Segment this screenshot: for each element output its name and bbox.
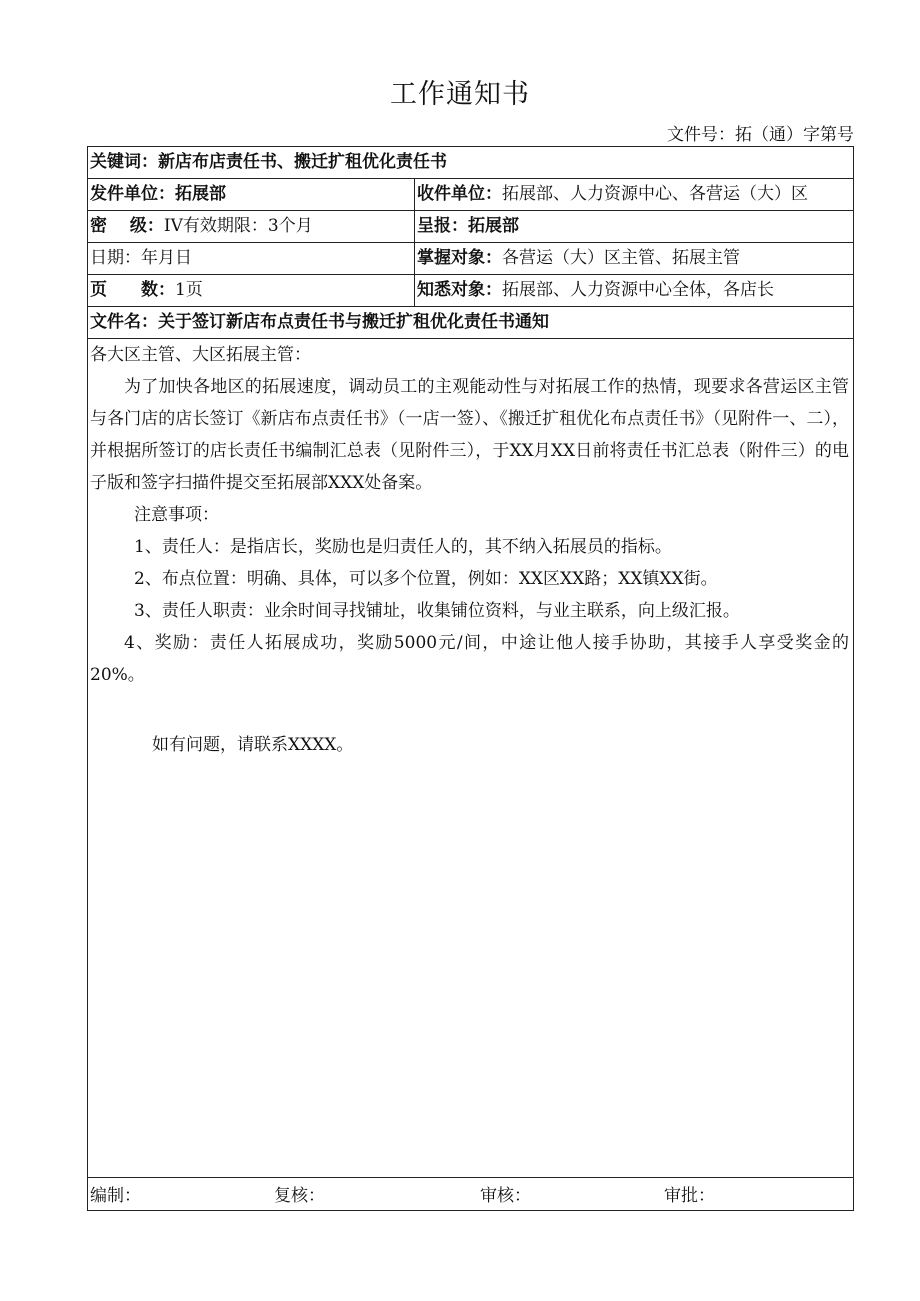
pages-label: 页 数： — [90, 280, 175, 300]
note-item-1: 1、责任人：是指店长，奖励也是归责任人的，其不纳入拓展员的指标。 — [134, 537, 672, 557]
keywords-label: 关键词： — [90, 152, 158, 172]
date-row — [88, 243, 853, 275]
approve-label: 审批： — [664, 1186, 715, 1206]
recipient-value: 拓展部、人力资源中心、各营运（大）区 — [502, 184, 808, 204]
filename-label: 文件名： — [90, 312, 158, 332]
contact-line: 如有问题，请联系XXXX。 — [152, 735, 354, 755]
document-title: 工作通知书 — [390, 79, 530, 110]
signature-row — [88, 1177, 853, 1212]
filename-row — [88, 307, 853, 339]
compile-label: 编制： — [90, 1186, 141, 1206]
report-value: 拓展部 — [468, 216, 519, 236]
sender-row — [88, 179, 853, 211]
review-label: 复核： — [274, 1186, 325, 1206]
master-value: 各营运（大）区主管、拓展主管 — [502, 248, 740, 268]
recipient-label: 收件单位： — [417, 184, 502, 204]
pages-row — [88, 275, 853, 307]
secret-label: 密 级： — [90, 216, 164, 236]
notes-title: 注意事项： — [134, 505, 219, 525]
pages-value: 1页 — [175, 280, 203, 300]
main-paragraph: 为了加快各地区的拓展速度，调动员工的主观能动性与对拓展工作的热情，现要求各营运区主管与各门店的店长签订《新店布点责任书》（一店一签）、《搬迁扩租优化布点责任书》（见附件一、二），并根据所签订的店长责任书编制汇总表（见附件三），于XX月XX日前将责任书汇总表（附件三）的电子版和签字扫描件提交至拓展部XXX处备案。 — [90, 377, 849, 493]
know-label: 知悉对象： — [417, 280, 502, 300]
secret-value: IV有效期限：3个月 — [163, 216, 313, 236]
keywords-row — [88, 147, 853, 179]
keywords-value: 新店布店责任书、搬迁扩租优化责任书 — [158, 152, 447, 172]
master-label: 掌握对象： — [417, 248, 502, 268]
note-item-2: 2、布点位置：明确、具体，可以多个位置，例如：XX区XX路；XX镇XX街。 — [134, 569, 718, 589]
file-number: 文件号：拓（通）字第号 — [667, 125, 854, 145]
date-text: 日期：年月日 — [90, 248, 192, 268]
note-item-4: 4、奖励：责任人拓展成功，奖励5000元/间，中途让他人接手协助，其接手人享受奖金的20%。 — [90, 633, 849, 685]
audit-label: 审核： — [480, 1186, 531, 1206]
note-item-3: 3、责任人职责：业余时间寻找铺址，收集铺位资料，与业主联系，向上级汇报。 — [134, 601, 740, 621]
report-label: 呈报： — [417, 216, 468, 236]
filename-value: 关于签订新店布点责任书与搬迁扩租优化责任书通知 — [158, 312, 549, 332]
know-value: 拓展部、人力资源中心全体，各店长 — [502, 280, 774, 300]
sender-label: 发件单位： — [90, 184, 175, 204]
notice-form — [87, 146, 854, 1211]
secret-row — [88, 211, 853, 243]
sender-value: 拓展部 — [175, 184, 226, 204]
notice-body — [88, 339, 853, 1177]
salutation: 各大区主管、大区拓展主管： — [90, 345, 311, 365]
